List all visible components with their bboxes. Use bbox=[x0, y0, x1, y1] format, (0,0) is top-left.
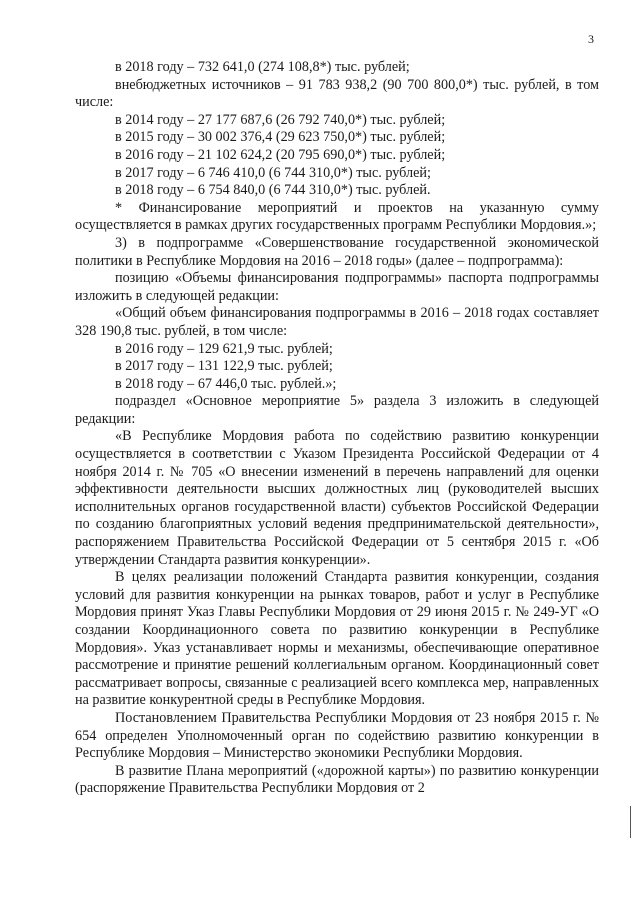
funding-2016-line: в 2016 году – 21 102 624,2 (20 795 690,0*) тыс. рублей; bbox=[115, 146, 446, 163]
subprogram-2016-line: в 2016 году – 129 621,9 тыс. рублей; bbox=[115, 340, 333, 357]
subprogram-2017-line: в 2017 году – 131 122,9 тыс. рублей; bbox=[115, 358, 333, 375]
funding-2014-line: в 2014 году – 27 177 687,6 (26 792 740,0*) тыс. рублей; bbox=[115, 111, 446, 128]
passport-position-paragraph: позицию «Объемы финансирования подпрограммы» паспорта подпрограммы изложить в следующей редакции: bbox=[75, 270, 599, 304]
subsection-paragraph: подраздел «Основное мероприятие 5» раздела 3 изложить в следующей редакции: bbox=[75, 393, 599, 427]
funding-2018-total-line: в 2018 году – 6 754 840,0 (6 744 310,0*) тыс. рублей. bbox=[115, 182, 431, 199]
subprogram-item-paragraph: 3) в подпрограмме «Совершенствование государственной экономической политики в Республике Мордовия на 2016 – 2018 годы» (далее – подпрограмма): bbox=[75, 234, 599, 269]
funding-2017-line: в 2017 году – 6 746 410,0 (6 744 310,0*) тыс. рублей; bbox=[115, 164, 431, 181]
funding-2018-line: в 2018 году – 732 641,0 (274 108,8*) тыс. рублей; bbox=[115, 59, 410, 75]
funding-2015-line: в 2015 году – 30 002 376,4 (29 623 750,0*) тыс. рублей; bbox=[115, 129, 446, 146]
competition-decree-paragraph: «В Республике Мордовия работа по содействию развитию конкуренции осуществляется в соответствии с Указом Президента Российской Федерации от 4 ноября 2014 г. № 705 «О внесении изменений в перечень направлений для оценки эффективности деятельности высших должностных лиц (руководителей высших исполнительных органов государственной власти) субъектов Российской Федерации по созданию благоприятных условий ведения предпринимательской деятельности», распоряжением Правительства Российской Федерации от 5 сентября 2015 г. «Об утверждении Стандарта развития конкуренции». bbox=[75, 428, 599, 568]
subprogram-2018-line: в 2018 году – 67 446,0 тыс. рублей.»; bbox=[115, 375, 337, 392]
total-funding-paragraph: «Общий объем финансирования подпрограммы в 2016 – 2018 годах составляет 328 190,8 тыс. рублей, в том числе: bbox=[75, 305, 599, 339]
extrabudgetary-sources-line: внебюджетных источников – 91 783 938,2 (90 700 800,0*) тыс. рублей, в том числе: bbox=[75, 76, 599, 111]
roadmap-paragraph: В развитие Плана мероприятий («дорожной карты») по развитию конкуренции (распоряжение Правительства Республики Мордовия от 2 bbox=[75, 762, 599, 797]
government-resolution-paragraph: Постановлением Правительства Республики Мордовия от 23 ноября 2015 г. № 654 определен Уполномоченный орган по содействию развитию конкуренции в Республике Мордовия – Министерство экономики Республики Мордовия. bbox=[75, 709, 599, 762]
document-body bbox=[75, 59, 599, 798]
standard-implementation-paragraph: В целях реализации положений Стандарта развития конкуренции, создания условий для развития конкуренции на рынках товаров, работ и услуг в Республике Мордовия принят Указ Главы Республики Мордовия от 29 июня 2015 г. № 249-УГ «О создании Координационного совета по развитию конкуренции в Республике Мордовия». Указ устанавливает нормы и механизмы, обеспечивающие оперативное рассмотрение и принятие решений коллегиальным органом. Координационный совет рассматривает вопросы, связанные с реализацией всего комплекса мер, направленных на развитие конкурентной среды в Республике Мордовия. bbox=[75, 569, 599, 709]
footnote-paragraph: * Финансирование мероприятий и проектов на указанную сумму осуществляется в рамках других государственных программ Республики Мордовия.»; bbox=[75, 199, 599, 234]
scan-edge-mark bbox=[630, 806, 631, 838]
page-number: 3 bbox=[588, 32, 594, 46]
